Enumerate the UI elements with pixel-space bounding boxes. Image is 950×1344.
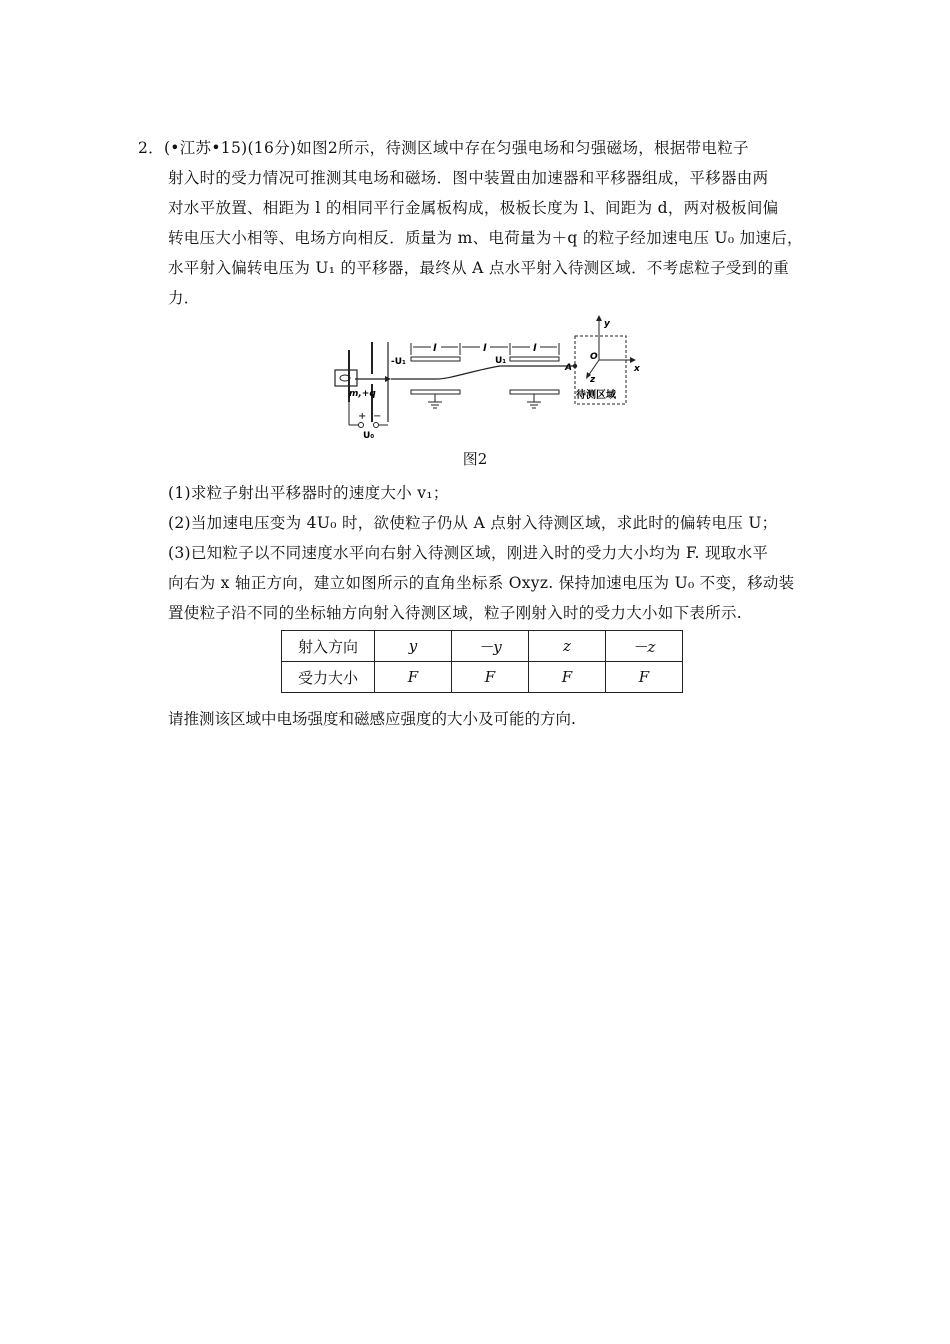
apparatus-diagram <box>325 312 655 444</box>
terminal-minus <box>374 423 379 428</box>
table-cell: －z <box>606 631 683 662</box>
ground-symbol-1 <box>428 394 442 408</box>
table-header-force: 受力大小 <box>282 662 375 693</box>
problem-line-3: 对水平放置、相距为 l 的相同平行金属板构成，极板长度为 l、间距为 d，两对极板间偏 <box>168 199 779 217</box>
y-axis-arrow <box>596 315 602 321</box>
particle-trajectory <box>391 366 575 379</box>
z-axis-label: z <box>590 375 596 385</box>
apparatus-figure <box>325 312 655 444</box>
problem-line-5: 水平射入偏转电压为 U₁ 的平移器，最终从 A 点水平射入待测区域．不考虑粒子受到的重 <box>168 259 790 277</box>
table-cell: F <box>606 662 683 693</box>
subquestions <box>138 478 828 628</box>
table-row <box>282 662 683 693</box>
force-table <box>281 630 683 693</box>
table-cell: －y <box>452 631 529 662</box>
u1-right-label: U₁ <box>495 356 507 366</box>
ground-symbol-2 <box>527 394 541 408</box>
u0-label: U₀ <box>363 431 375 441</box>
plate-upper-2 <box>510 357 559 361</box>
table-cell: F <box>375 662 452 693</box>
problem-line-4: 转电压大小相等、电场方向相反．质量为 m、电荷量为＋q 的粒子经加速电压 U₀ 加速后， <box>168 229 803 247</box>
y-axis-label: y <box>604 319 610 329</box>
plate-lower-2 <box>510 390 559 394</box>
final-question: 请推测该区域中电场强度和磁感应强度的大小及可能的方向. <box>168 710 576 728</box>
u1-left-label: -U₁ <box>391 357 406 367</box>
minus-label: − <box>373 411 382 422</box>
plus-label: + <box>358 411 367 422</box>
z-axis <box>588 360 599 376</box>
table-cell: z <box>529 631 606 662</box>
point-a-label: A <box>565 363 572 373</box>
table-cell: F <box>452 662 529 693</box>
terminal-plus <box>359 423 364 428</box>
origin-label: O <box>590 352 598 362</box>
particle-label: m,+q <box>349 389 376 399</box>
problem-line-6: 力． <box>168 289 200 307</box>
problem-statement <box>138 133 828 313</box>
length-label-3: l <box>533 343 537 354</box>
subquestion-3-line-2: 向右为 x 轴正方向，建立如图所示的直角坐标系 Oxyz. 保持加速电压为 U₀ 不变，移动装 <box>168 574 795 592</box>
subquestion-2: (2)当加速电压变为 4U₀ 时，欲使粒子仍从 A 点射入待测区域，求此时的偏转电压 U； <box>168 514 778 532</box>
x-axis-label: x <box>634 364 640 374</box>
table-row <box>282 631 683 662</box>
table-cell: F <box>529 662 606 693</box>
x-axis-arrow <box>630 357 636 363</box>
plate-upper-1 <box>411 357 460 361</box>
length-label-1: l <box>433 343 437 354</box>
problem-line-1: 2．(•江苏•15)(16分)如图2所示，待测区域中存在匀强电场和匀强磁场，根据带电粒子 <box>138 139 749 157</box>
table-header-direction: 射入方向 <box>282 631 375 662</box>
subquestion-3-line-3: 置使粒子沿不同的坐标轴方向射入待测区域，粒子刚射入时的受力大小如下表所示. <box>168 604 743 622</box>
particle-source <box>335 370 357 386</box>
plate-lower-1 <box>411 390 460 394</box>
table-cell: y <box>375 631 452 662</box>
test-region-label: 待测区域 <box>576 390 616 401</box>
subquestion-3-line-1: (3)已知粒子以不同速度水平向右射入待测区域，刚进入时的受力大小均为 F. 现取水平 <box>168 544 769 562</box>
subquestion-1: (1)求粒子射出平移器时的速度大小 v₁； <box>168 484 449 502</box>
length-label-2: l <box>483 343 487 354</box>
figure-caption: 图2 <box>462 450 488 468</box>
problem-line-2: 射入时的受力情况可推测其电场和磁场．图中装置由加速器和平移器组成，平移器由两 <box>168 169 769 187</box>
